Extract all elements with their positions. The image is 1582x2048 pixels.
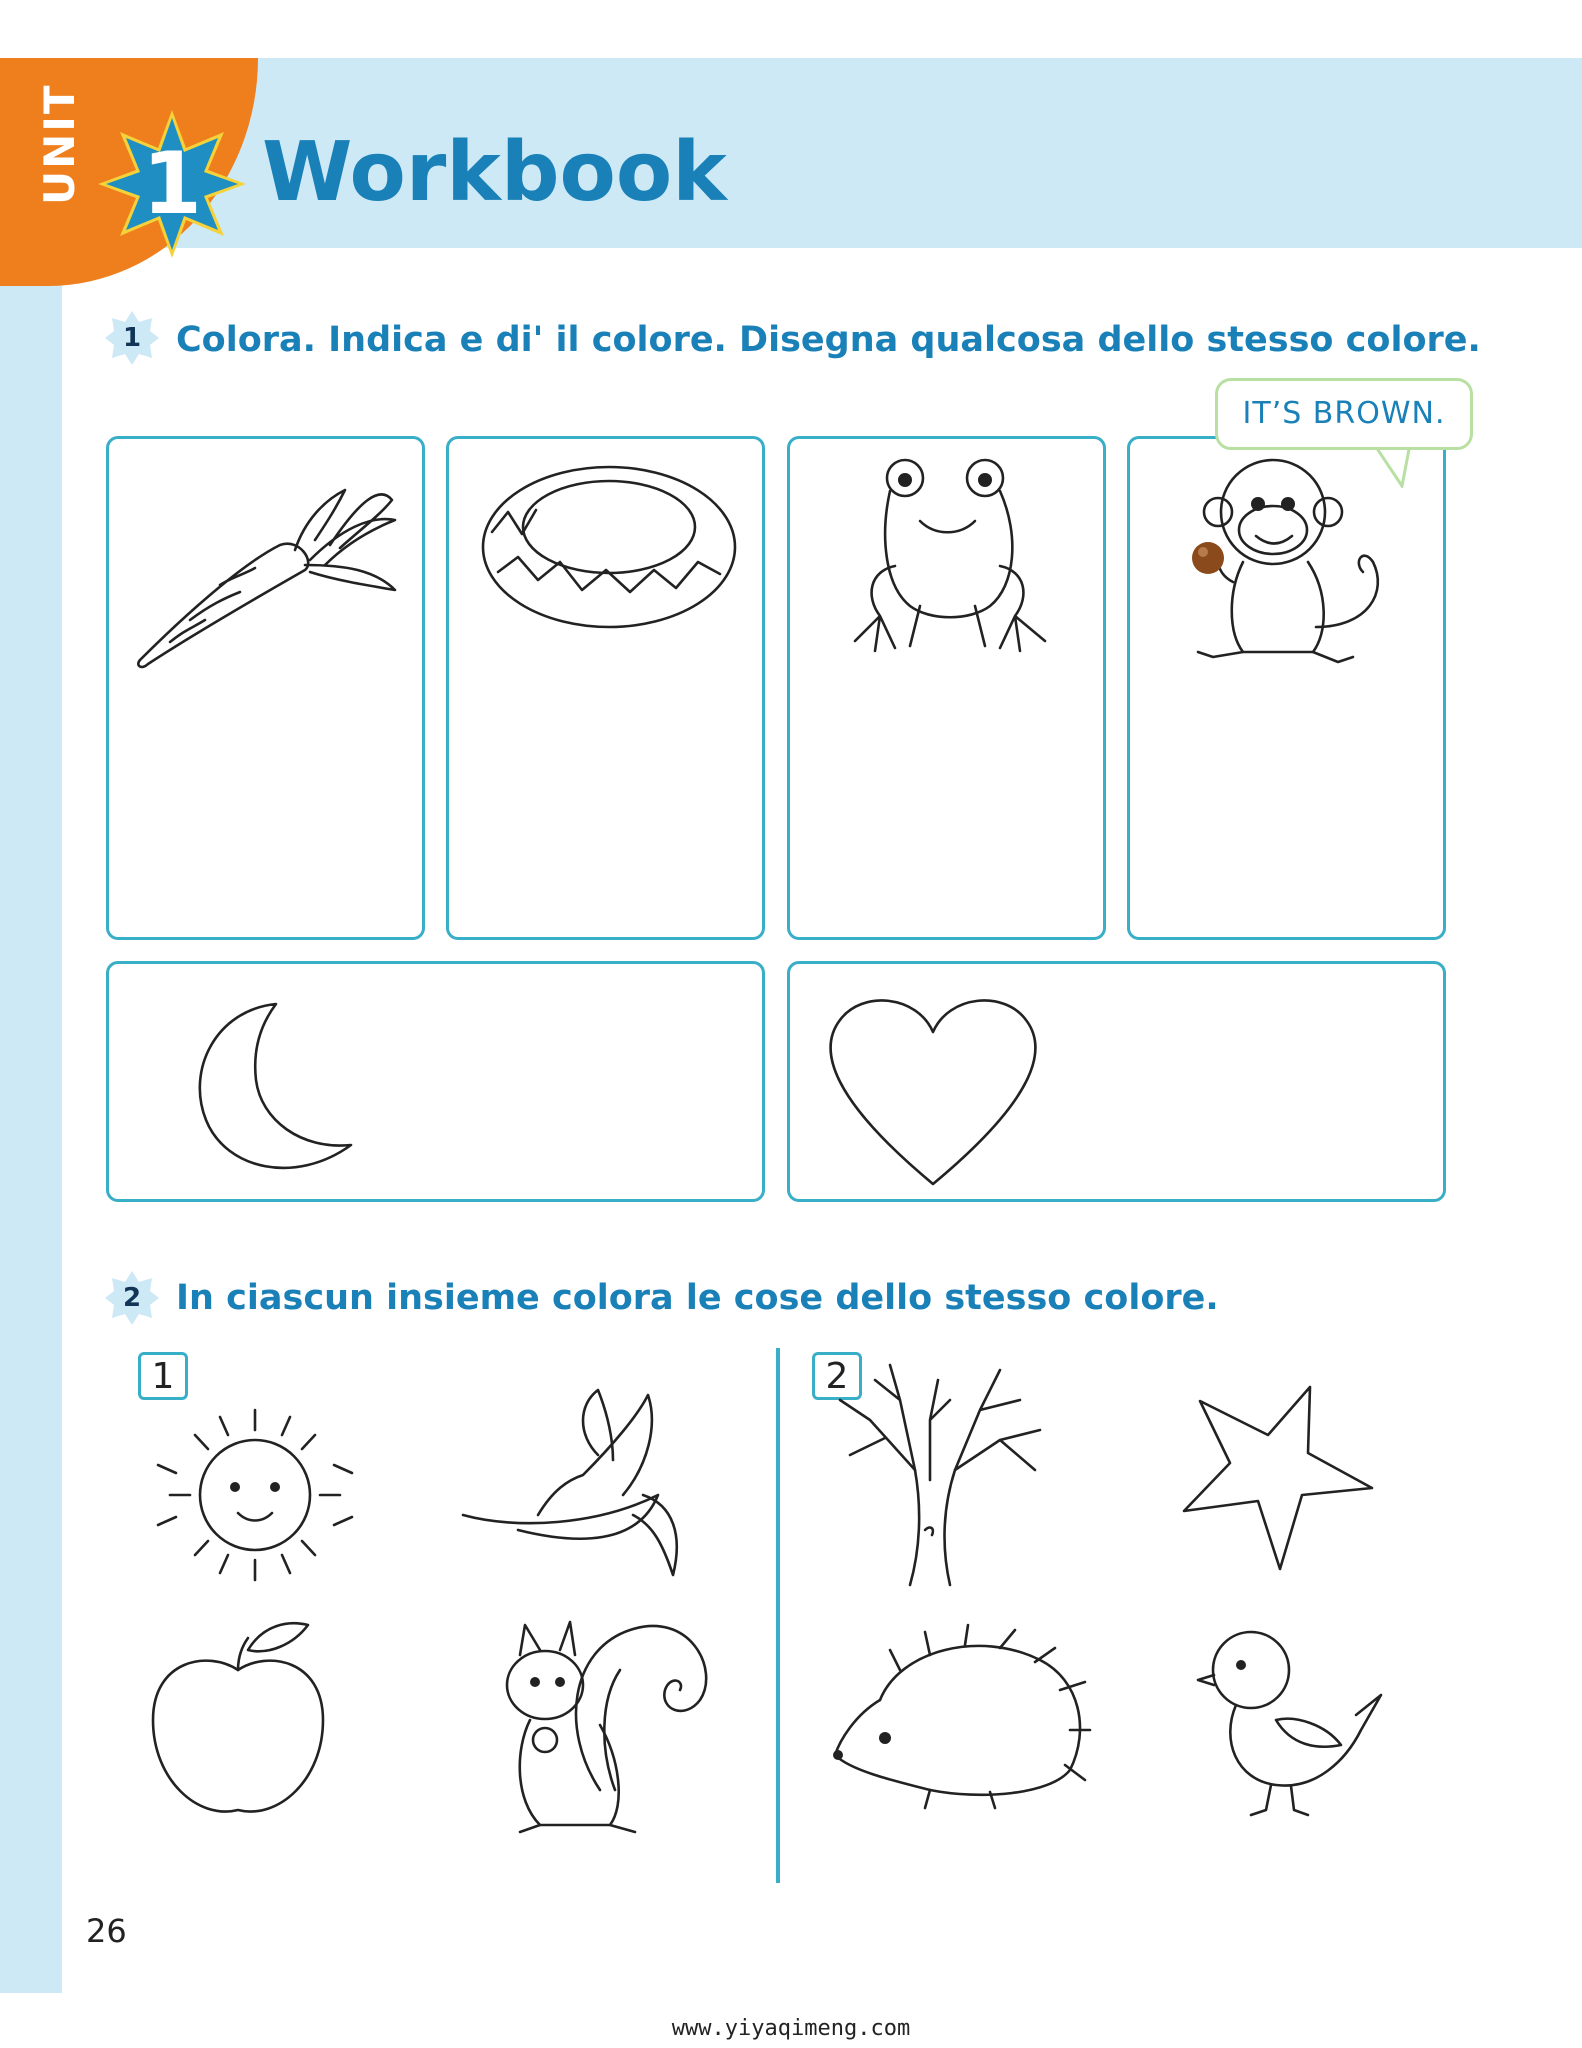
star-icon <box>1180 1383 1376 1573</box>
unit-number: 1 <box>142 134 202 234</box>
unit-label: UNIT <box>35 83 84 205</box>
hedgehog-icon <box>830 1620 1090 1810</box>
bird-icon <box>1196 1620 1386 1820</box>
banana-icon <box>458 1385 720 1585</box>
set-2-label: 2 <box>812 1352 862 1400</box>
heart-icon <box>822 990 1044 1190</box>
exercise-2-number: 2 <box>122 1283 142 1313</box>
exercise-2-instruction: In ciascun insieme colora le cose dello stesso colore. <box>176 1278 1219 1318</box>
squirrel-icon <box>500 1610 720 1840</box>
ring-icon <box>478 462 740 632</box>
speech-bubble: IT’S BROWN. <box>1215 378 1473 450</box>
frog-icon <box>850 456 1050 656</box>
watermark: www.yiyaqimeng.com <box>671 2016 911 2041</box>
sun-icon <box>150 1405 360 1585</box>
page-number: 26 <box>86 1912 127 1950</box>
apple-icon <box>148 1620 328 1820</box>
carrot-icon <box>130 470 410 670</box>
page-title: Workbook <box>262 125 727 220</box>
set-divider <box>776 1348 780 1883</box>
tree-icon <box>830 1360 1050 1590</box>
exercise-1-number: 1 <box>122 323 142 353</box>
left-border-strip <box>0 58 62 1993</box>
exercise-1-instruction: Colora. Indica e di' il colore. Disegna qualcosa dello stesso colore. <box>176 320 1481 360</box>
moon-icon <box>186 1000 356 1175</box>
set-1-label: 1 <box>138 1352 188 1400</box>
monkey-icon <box>1188 452 1408 672</box>
